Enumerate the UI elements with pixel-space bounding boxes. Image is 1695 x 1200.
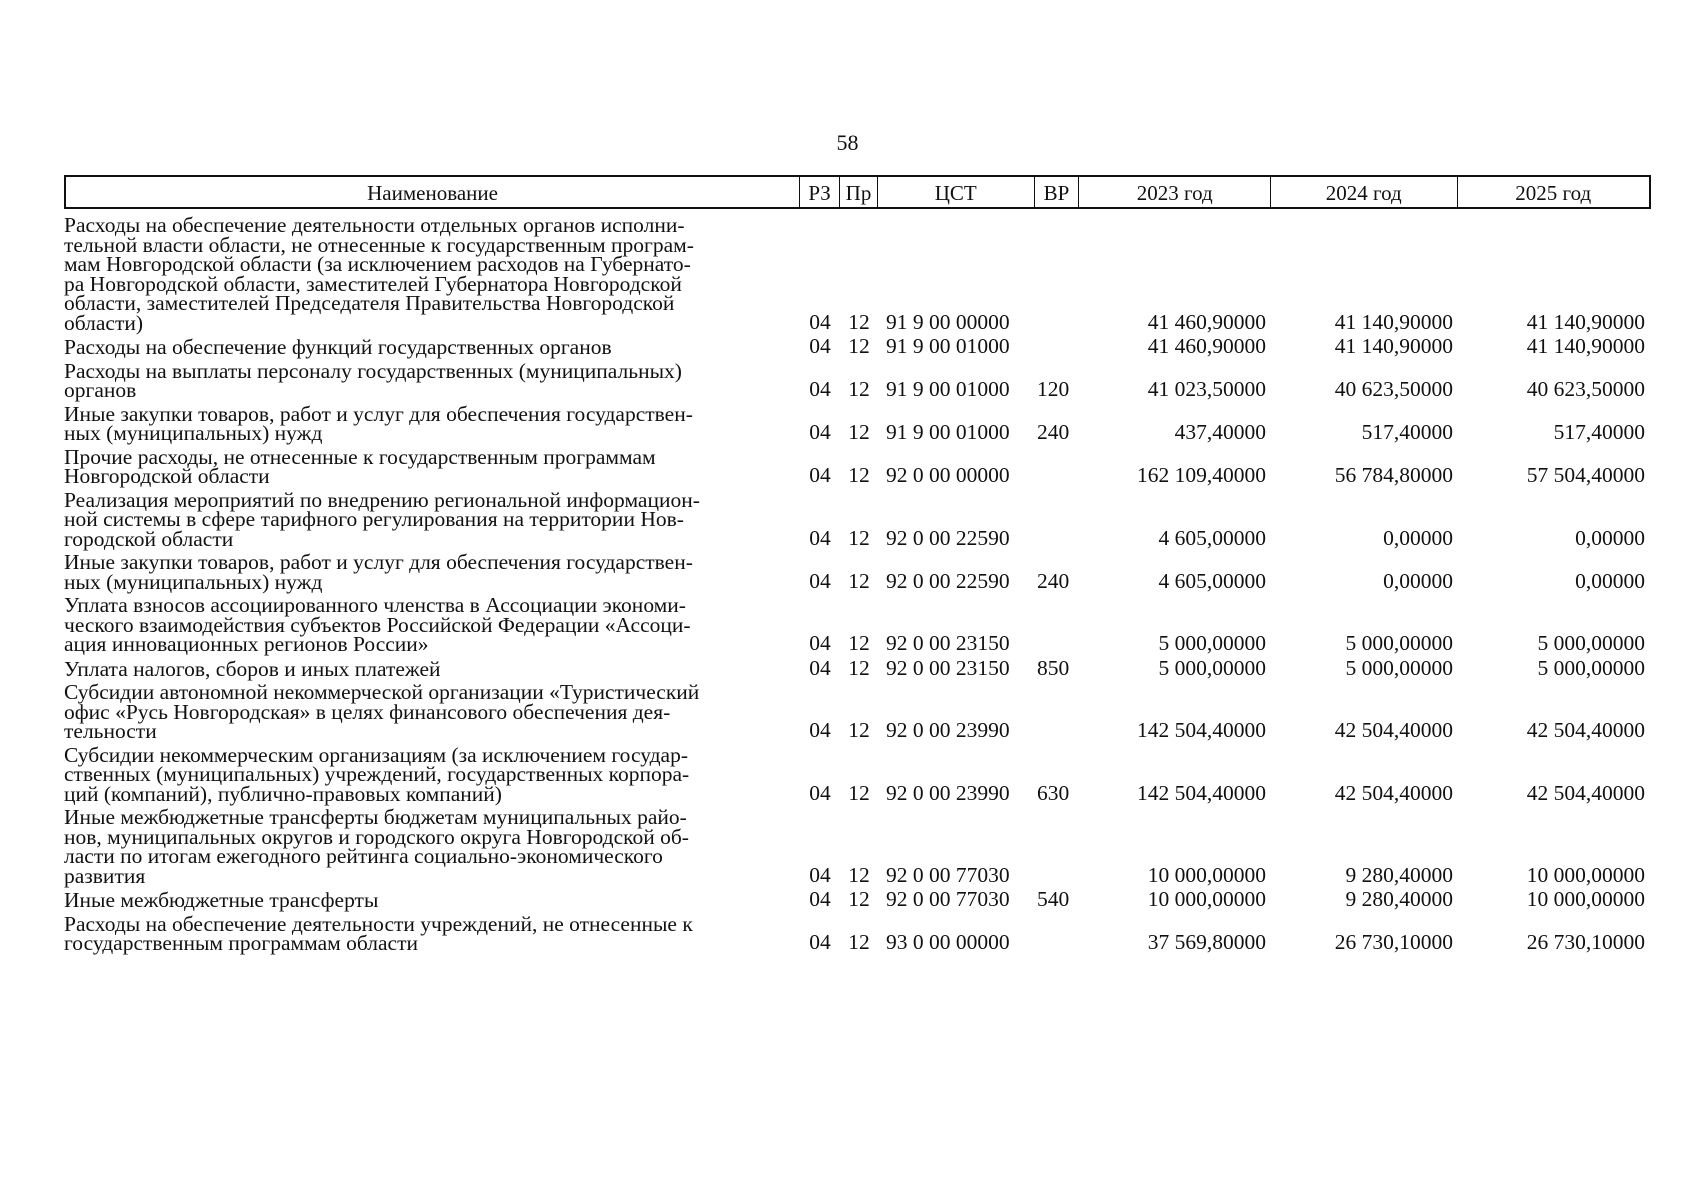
row-rz: 04 [809, 655, 831, 680]
row-vr: 240 [1037, 420, 1070, 444]
row-name: Иные межбюджетные трансферты бюджетам муниципальных райо- нов, муниципальных округов и городского округа Новгородской об- ласти по итогам ежегодного рейтинга социально-экономического развития [64, 805, 689, 888]
row-year-2023: 4 605,00000 [1158, 525, 1266, 550]
row-name: Уплата налогов, сборов и иных платежей [64, 656, 441, 681]
row-cst: 91 9 00 01000 [886, 377, 1010, 401]
row-vr [1035, 885, 1080, 886]
row-name: Расходы на обеспечение деятельности отдельных органов исполни- тельной власти области, не отнесенные к государственным програм- мам Новгородской области (за исключением расходов на Губернато- ра Новгородской области, заместителей Губернатора Новгородской области, заместителей Председателя Правительства Новгородской области) [64, 213, 694, 335]
row-name: Субсидии некоммерческим организациям (за исключением государ- ственных (муниципальных) учреждений, государственных корпора- ций (компаний), публично-правовых компаний) [64, 742, 690, 806]
row-vr [1035, 486, 1080, 487]
row-cst: 92 0 00 00000 [886, 463, 1010, 487]
row-year-2023: 4 605,00000 [1158, 568, 1266, 593]
row-year-2024: 40 623,50000 [1334, 377, 1453, 401]
row-pr: 12 [848, 309, 870, 334]
row-vr [1035, 654, 1080, 655]
row-year-2025: 42 504,40000 [1526, 718, 1645, 742]
row-vr: 240 [1037, 568, 1070, 593]
row-year-2023: 10 000,00000 [1147, 862, 1266, 887]
row-name: Расходы на выплаты персоналу государственных (муниципальных) органов [64, 358, 682, 402]
row-year-2023: 10 000,00000 [1147, 887, 1266, 911]
row-cst: 91 9 00 01000 [886, 334, 1010, 358]
table-row [64, 655, 1651, 681]
row-pr: 12 [848, 862, 870, 887]
row-cst: 92 0 00 77030 [886, 887, 1010, 911]
row-rz: 04 [809, 420, 831, 444]
row-year-2025: 517,40000 [1553, 420, 1645, 444]
row-name: Реализация мероприятий по внедрению региональной информацион- ной системы в сфере тарифного регулирования на территории Нов- городской области [64, 487, 700, 551]
row-name: Расходы на обеспечение функций государственных органов [64, 335, 612, 359]
row-year-2023: 41 023,50000 [1147, 377, 1266, 401]
row-pr: 12 [848, 718, 870, 742]
row-year-2024: 41 140,90000 [1334, 334, 1453, 358]
row-year-2024: 5 000,00000 [1345, 631, 1453, 655]
table-row [64, 911, 1651, 955]
row-rz: 04 [809, 631, 831, 655]
row-rz: 04 [809, 377, 831, 401]
row-year-2024: 26 730,10000 [1334, 930, 1453, 954]
table-row [64, 358, 1651, 402]
row-rz: 04 [809, 309, 831, 334]
row-year-2023: 37 569,80000 [1147, 930, 1266, 954]
header-year-2024: 2024 год [1271, 177, 1458, 207]
row-year-2025: 57 504,40000 [1526, 463, 1645, 487]
header-year-2025: 2025 год [1515, 181, 1592, 205]
header-name: Наименование [66, 177, 800, 207]
row-year-2025: 26 730,10000 [1526, 930, 1645, 954]
row-vr: 630 [1037, 780, 1070, 805]
table-row [64, 805, 1651, 888]
row-pr: 12 [848, 377, 870, 401]
table-body [64, 212, 1651, 954]
row-vr [1035, 357, 1080, 358]
table-row [64, 444, 1651, 488]
table-row [64, 550, 1651, 594]
row-rz: 04 [809, 334, 831, 358]
row-pr: 12 [848, 780, 870, 805]
row-year-2024: 42 504,40000 [1334, 780, 1453, 805]
row-year-2023: 41 460,90000 [1147, 334, 1266, 358]
row-name: Иные закупки товаров, работ и услуг для обеспечения государствен- ных (муниципальных) нужд [64, 550, 693, 594]
row-year-2024: 5 000,00000 [1345, 655, 1453, 680]
row-year-2025: 40 623,50000 [1526, 377, 1645, 401]
table-row [64, 680, 1651, 743]
row-year-2025: 5 000,00000 [1537, 655, 1645, 680]
table-row [64, 887, 1651, 912]
header-pr: Пр [840, 177, 878, 207]
row-rz: 04 [809, 930, 831, 954]
table-header [64, 175, 1651, 209]
header-rz: РЗ [800, 177, 840, 207]
row-vr: 540 [1037, 887, 1070, 911]
row-pr: 12 [848, 655, 870, 680]
row-cst: 92 0 00 77030 [886, 862, 1010, 887]
table-row [64, 742, 1651, 806]
row-vr [1035, 548, 1080, 549]
row-vr [1035, 953, 1080, 954]
row-pr: 12 [848, 930, 870, 954]
row-year-2023: 437,40000 [1174, 420, 1266, 444]
row-year-2024: 9 280,40000 [1345, 887, 1453, 911]
row-vr [1035, 332, 1080, 333]
row-year-2025: 41 140,90000 [1526, 334, 1645, 358]
table-row [64, 334, 1651, 359]
row-year-2025: 0,00000 [1575, 568, 1645, 593]
row-name: Прочие расходы, не отнесенные к государственным программам Новгородской области [64, 444, 656, 488]
row-year-2023: 142 504,40000 [1137, 780, 1266, 805]
row-vr [1035, 741, 1080, 742]
row-name: Субсидии автономной некоммерческой организации «Туристический офис «Русь Новгородская» в целях финансового обеспечения дея- тельности [64, 680, 700, 743]
row-year-2023: 142 504,40000 [1137, 718, 1266, 742]
row-year-2023: 5 000,00000 [1158, 631, 1266, 655]
row-year-2025: 10 000,00000 [1526, 862, 1645, 887]
row-year-2025: 5 000,00000 [1537, 631, 1645, 655]
row-cst: 92 0 00 23150 [886, 655, 1010, 680]
row-pr: 12 [848, 568, 870, 593]
row-cst: 92 0 00 23990 [886, 718, 1010, 742]
row-name: Расходы на обеспечение деятельности учреждений, не отнесенные к государственным программам области [64, 911, 693, 955]
row-year-2023: 162 109,40000 [1137, 463, 1266, 487]
row-rz: 04 [809, 718, 831, 742]
row-year-2024: 56 784,80000 [1334, 463, 1453, 487]
row-year-2024: 9 280,40000 [1345, 862, 1453, 887]
table-row [64, 213, 1651, 335]
row-cst: 92 0 00 22590 [886, 568, 1010, 593]
row-pr: 12 [848, 525, 870, 550]
page-number: 58 [836, 130, 859, 155]
row-year-2025: 10 000,00000 [1526, 887, 1645, 911]
row-name: Иные межбюджетные трансферты [64, 888, 379, 912]
row-year-2023: 41 460,90000 [1147, 309, 1266, 334]
header-year-2023: 2023 год [1079, 177, 1271, 207]
row-year-2023: 5 000,00000 [1158, 655, 1266, 680]
row-pr: 12 [848, 887, 870, 911]
row-vr: 850 [1037, 655, 1070, 680]
row-rz: 04 [809, 463, 831, 487]
row-cst: 91 9 00 00000 [886, 309, 1010, 334]
row-name: Уплата взносов ассоциированного членства в Ассоциации экономи- ческого взаимодействия субъектов Российской Федерации «Ассоци- ация инновационных регионов России» [64, 593, 691, 656]
row-name: Иные закупки товаров, работ и услуг для обеспечения государствен- ных (муниципальных) нужд [64, 401, 693, 445]
row-year-2025: 0,00000 [1575, 525, 1645, 550]
row-cst: 92 0 00 23990 [886, 780, 1010, 805]
row-cst: 91 9 00 01000 [886, 420, 1010, 444]
row-cst: 92 0 00 23150 [886, 631, 1010, 655]
row-year-2025: 42 504,40000 [1526, 780, 1645, 805]
header-vr: ВР [1035, 177, 1080, 207]
row-rz: 04 [809, 568, 831, 593]
row-year-2024: 0,00000 [1383, 525, 1453, 550]
row-pr: 12 [848, 420, 870, 444]
row-year-2024: 0,00000 [1383, 568, 1453, 593]
row-rz: 04 [809, 862, 831, 887]
row-year-2024: 41 140,90000 [1334, 309, 1453, 334]
table-row [64, 401, 1651, 445]
row-pr: 12 [848, 334, 870, 358]
table-row [64, 593, 1651, 656]
row-cst: 93 0 00 00000 [886, 930, 1010, 954]
row-rz: 04 [809, 780, 831, 805]
row-rz: 04 [809, 525, 831, 550]
row-year-2025: 41 140,90000 [1526, 309, 1645, 334]
row-pr: 12 [848, 631, 870, 655]
row-vr: 120 [1037, 377, 1070, 401]
row-pr: 12 [848, 463, 870, 487]
table-row [64, 487, 1651, 551]
row-year-2024: 517,40000 [1361, 420, 1453, 444]
row-rz: 04 [809, 887, 831, 911]
row-year-2024: 42 504,40000 [1334, 718, 1453, 742]
row-cst: 92 0 00 22590 [886, 525, 1010, 550]
header-cst: ЦСТ [878, 177, 1035, 207]
